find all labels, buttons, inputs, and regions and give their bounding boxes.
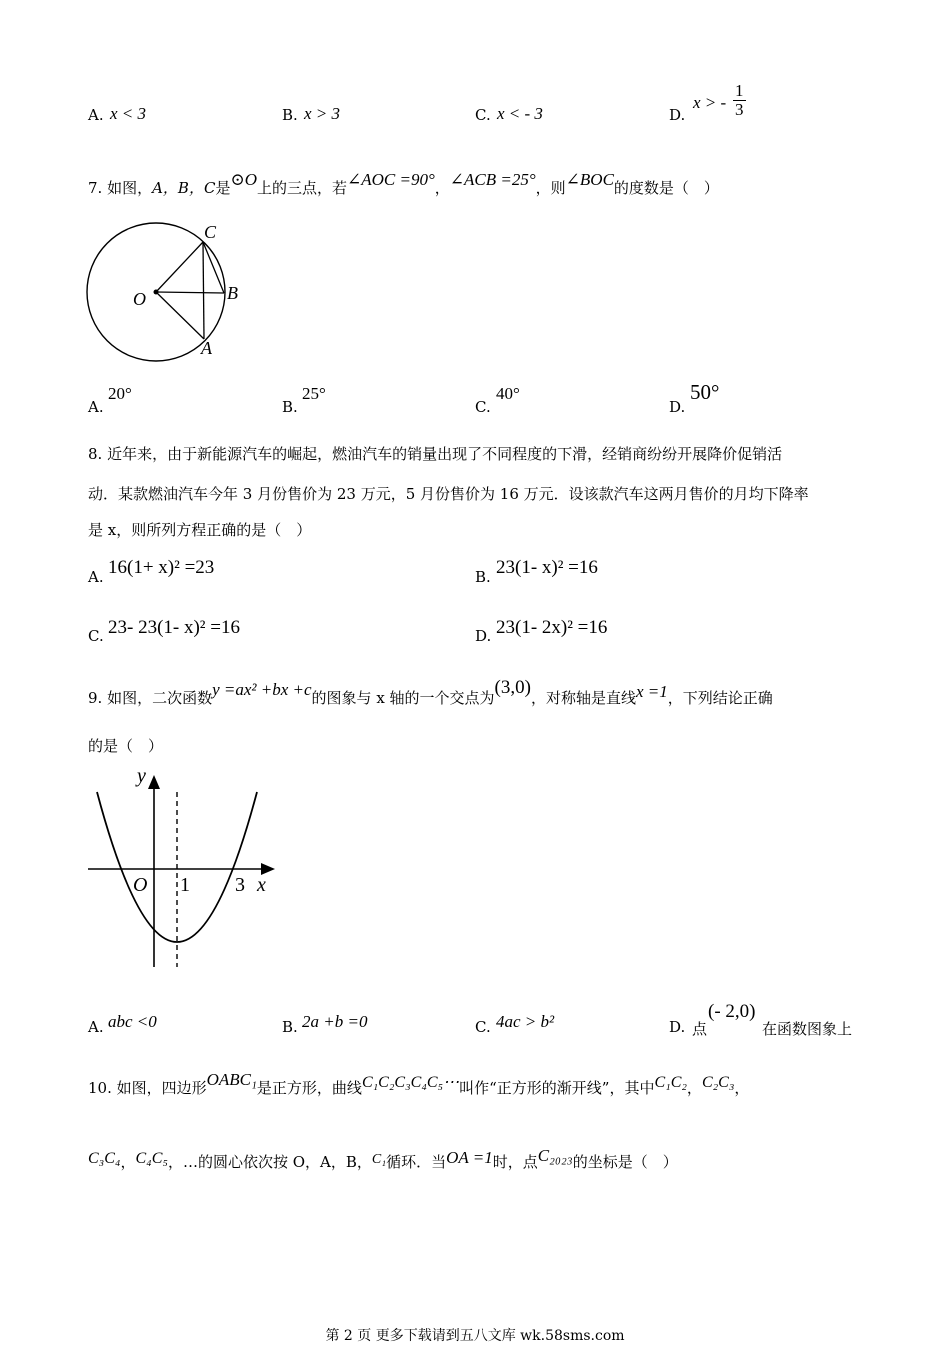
label-y: y bbox=[137, 765, 146, 787]
label-o: O bbox=[133, 874, 148, 896]
q7-stem bbox=[88, 170, 719, 198]
segment-oa bbox=[156, 292, 204, 339]
q9-option-d-point: (- 2,0) bbox=[708, 1001, 756, 1022]
label-x: x bbox=[257, 874, 266, 896]
q10-text6: 时，点 bbox=[492, 1153, 538, 1171]
q7-angle3: ∠BOC bbox=[565, 170, 614, 189]
q7-option-b-label: B. bbox=[282, 398, 298, 416]
q10-arc-1: C₁C₂ bbox=[654, 1074, 687, 1091]
q9-option-a-label: A. bbox=[88, 1018, 104, 1036]
q9-point: (3,0) bbox=[494, 677, 531, 698]
q10-line-1 bbox=[88, 1070, 750, 1099]
q6-option-d-expr: x > - bbox=[693, 93, 727, 112]
q6-option-b-expr: x > 3 bbox=[304, 104, 341, 123]
center-dot bbox=[154, 290, 159, 295]
segment-oc bbox=[156, 242, 203, 292]
label-o: O bbox=[133, 289, 146, 309]
q9-parabola-figure bbox=[85, 762, 285, 972]
q7-is: 是 bbox=[215, 179, 231, 197]
q7-circle-figure bbox=[80, 218, 260, 363]
q10-line-2 bbox=[88, 1146, 678, 1174]
segment-ob bbox=[156, 292, 224, 293]
q9-option-c-label: C. bbox=[475, 1018, 491, 1036]
q10-c1: C₁ bbox=[371, 1152, 387, 1167]
q7-text3: ，则 bbox=[535, 179, 566, 197]
q6-option-c-label: C. bbox=[475, 106, 491, 124]
q7-option-d-label: D. bbox=[669, 398, 686, 416]
q10-text7: 的坐标是（ ） bbox=[572, 1153, 678, 1171]
q7-option-c-label: C. bbox=[475, 398, 491, 416]
label-c: C bbox=[204, 222, 217, 242]
q10-shape: OABC₁ bbox=[206, 1070, 257, 1089]
q8-option-b-expr: 23(1- x)² =16 bbox=[496, 557, 598, 578]
q10-text5: 循环．当 bbox=[386, 1153, 447, 1171]
q6-option-c-expr: x < - 3 bbox=[497, 104, 543, 123]
q8-option-c-expr: 23- 23(1- x)² =16 bbox=[108, 617, 240, 638]
q6-option-d-fraction bbox=[733, 82, 746, 119]
q9-text3: ，对称轴是直线 bbox=[530, 689, 636, 707]
q8-option-a-label: A. bbox=[88, 568, 104, 586]
q10-oa: OA =1 bbox=[446, 1148, 493, 1167]
q9-axis: x =1 bbox=[635, 682, 668, 701]
q9-option-c-expr: 4ac > b² bbox=[496, 1012, 555, 1031]
q10-sep-1: ， bbox=[686, 1079, 702, 1097]
q8-option-d-label: D. bbox=[475, 627, 492, 645]
label-a: A bbox=[201, 338, 212, 358]
q9-text4: ，下列结论正确 bbox=[667, 689, 773, 707]
q7-option-a-label: A. bbox=[88, 398, 104, 416]
q9-line-2: 的是（ ） bbox=[88, 737, 164, 755]
label-b: B bbox=[227, 283, 238, 303]
q7-angle2: ∠ACB =25° bbox=[449, 170, 536, 189]
fraction-denominator: 3 bbox=[735, 100, 744, 119]
q10-sep-2: ， bbox=[734, 1079, 750, 1097]
q10-text3: 叫作“正方形的渐开线”，其中 bbox=[459, 1079, 655, 1097]
q10-arc-3: C₃C₄ bbox=[88, 1150, 121, 1167]
q9-option-b-expr: 2a +b =0 bbox=[302, 1012, 368, 1031]
q9-option-d-post: 在函数图象上 bbox=[762, 1020, 853, 1038]
segment-ca bbox=[203, 242, 204, 339]
q9-option-a-expr: abc <0 bbox=[108, 1012, 157, 1031]
q9-option-d-pre: 点 bbox=[692, 1020, 708, 1038]
q7-circle: ⊙O bbox=[230, 170, 257, 189]
q7-text2: 上的三点，若 bbox=[256, 179, 347, 197]
label-three: 3 bbox=[235, 874, 245, 896]
q6-option-d-label: D. bbox=[669, 106, 686, 124]
q9-option-d-label: D. bbox=[669, 1018, 686, 1036]
page-footer: 第 2 页 更多下载请到五八文库 wk.58sms.com bbox=[325, 1328, 625, 1344]
q8-option-c-label: C. bbox=[88, 627, 104, 645]
q9-function: y =ax² +bx +c bbox=[212, 680, 312, 699]
q7-angle1: ∠AOC =90° bbox=[347, 170, 435, 189]
q9-text2: 的图象与 x 轴的一个交点为 bbox=[311, 689, 495, 707]
q7-option-b-value: 25° bbox=[302, 384, 326, 403]
q8-option-b-label: B. bbox=[475, 568, 491, 586]
q10-arc-4: C₄C₅ bbox=[135, 1150, 168, 1167]
q10-text2: 是正方形，曲线 bbox=[256, 1079, 362, 1097]
label-one: 1 bbox=[180, 874, 190, 896]
q10-text1: 10. 如图，四边形 bbox=[88, 1079, 207, 1097]
q7-comma: ， bbox=[434, 179, 450, 197]
q7-text4: 的度数是（ ） bbox=[613, 179, 719, 197]
q6-option-b-label: B. bbox=[282, 106, 298, 124]
q8-option-a-expr: 16(1+ x)² =23 bbox=[108, 557, 215, 578]
q10-arc-2: C₂C₃ bbox=[701, 1074, 735, 1091]
q6-option-a-expr: x < 3 bbox=[110, 104, 147, 123]
q7-option-a-value: 20° bbox=[108, 384, 132, 403]
q10-text4: ，…的圆心依次按 O，A，B， bbox=[167, 1153, 372, 1171]
fraction-numerator: 1 bbox=[735, 81, 744, 100]
q7-points: A，B，C bbox=[152, 179, 216, 197]
q8-line-1: 8. 近年来，由于新能源汽车的崛起，燃油汽车的销量出现了不同程度的下滑，经销商纷纷开展降价促销活 bbox=[88, 445, 783, 463]
q10-sep-3: ， bbox=[120, 1153, 136, 1171]
q9-option-b-label: B. bbox=[282, 1018, 298, 1036]
q9-stem bbox=[88, 677, 773, 708]
q6-option-a-label: A. bbox=[88, 106, 104, 124]
q10-c2023: C₂₀₂₃ bbox=[537, 1146, 573, 1165]
q9-text1: 9. 如图，二次函数 bbox=[88, 689, 213, 707]
q7-option-d-value: 50° bbox=[690, 380, 720, 404]
y-axis-arrow bbox=[148, 775, 160, 789]
q8-option-d-expr: 23(1- 2x)² =16 bbox=[496, 617, 608, 638]
q8-line-3: 是 x，则所列方程正确的是（ ） bbox=[88, 521, 312, 539]
q8-line-2: 动．某款燃油汽车今年 3 月份售价为 23 万元，5 月份售价为 16 万元．设该款汽车这两月售价的月均下降率 bbox=[88, 485, 809, 503]
q7-option-c-value: 40° bbox=[496, 384, 520, 403]
q7-number: 7. 如图， bbox=[88, 179, 153, 197]
q10-curve: C₁C₂C₃C₄C₅⋯ bbox=[361, 1074, 460, 1091]
